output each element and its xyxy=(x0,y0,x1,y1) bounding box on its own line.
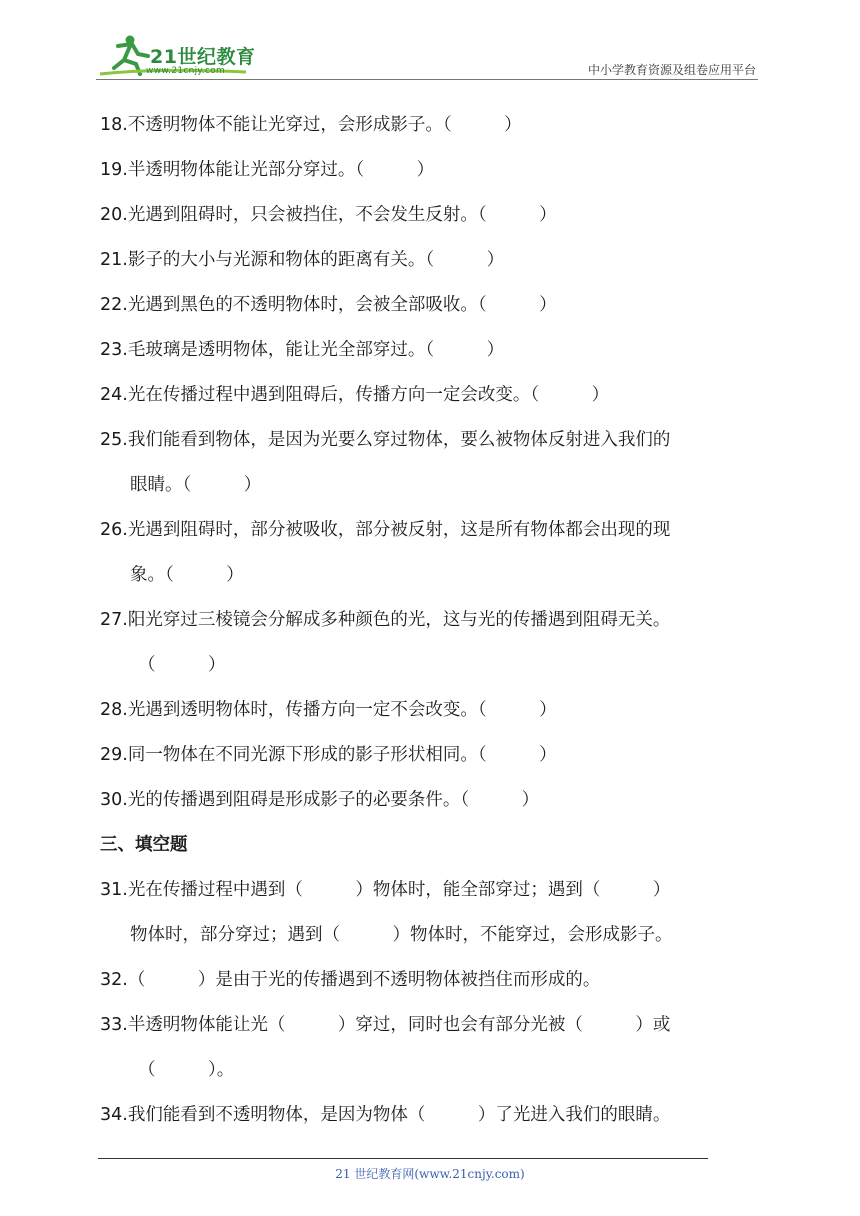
logo-text: 21世纪教育 xyxy=(150,46,256,68)
question-25: 25.我们能看到物体，是因为光要么穿过物体，要么被物体反射进入我们的 xyxy=(100,430,671,450)
question-32: 32.（ ）是由于光的传播遇到不透明物体被挡住而形成的。 xyxy=(100,970,601,990)
footer-divider xyxy=(98,1158,708,1159)
question-30: 30.光的传播遇到阻碍是形成影子的必要条件。（ ） xyxy=(100,790,540,810)
question-21: 21.影子的大小与光源和物体的距离有关。（ ） xyxy=(100,250,505,270)
question-25-continued: 眼睛。（ ） xyxy=(130,475,262,495)
question-27-continued: （ ） xyxy=(138,655,226,675)
question-26: 26.光遇到阻碍时，部分被吸收，部分被反射，这是所有物体都会出现的现 xyxy=(100,520,671,540)
question-19: 19.半透明物体能让光部分穿过。（ ） xyxy=(100,160,435,180)
question-20: 20.光遇到阻碍时，只会被挡住，不会发生反射。（ ） xyxy=(100,205,557,225)
question-34: 34.我们能看到不透明物体，是因为物体（ ）了光进入我们的眼睛。 xyxy=(100,1105,671,1125)
question-22: 22.光遇到黑色的不透明物体时，会被全部吸收。（ ） xyxy=(100,295,557,315)
question-33: 33.半透明物体能让光（ ）穿过，同时也会有部分光被（ ）或 xyxy=(100,1015,671,1035)
logo-url: www.21cnjy.com xyxy=(146,66,226,76)
question-26-continued: 象。（ ） xyxy=(130,565,244,585)
question-24: 24.光在传播过程中遇到阻碍后，传播方向一定会改变。（ ） xyxy=(100,385,610,405)
question-31: 31.光在传播过程中遇到（ ）物体时，能全部穿过；遇到（ ） xyxy=(100,880,671,900)
question-23: 23.毛玻璃是透明物体，能让光全部穿过。（ ） xyxy=(100,340,505,360)
page-header xyxy=(0,0,860,82)
footer-text: 21 世纪教育网(www.21cnjy.com) xyxy=(335,1167,525,1181)
question-list xyxy=(100,103,768,1138)
question-29: 29.同一物体在不同光源下形成的影子形状相同。（ ） xyxy=(100,745,557,765)
question-27: 27.阳光穿过三棱镜会分解成多种颜色的光，这与光的传播遇到阻碍无关。 xyxy=(100,610,671,630)
question-18: 18.不透明物体不能让光穿过，会形成影子。（ ） xyxy=(100,115,522,135)
question-28: 28.光遇到透明物体时，传播方向一定不会改变。（ ） xyxy=(100,700,557,720)
question-33-continued: （ ）。 xyxy=(138,1060,235,1080)
header-divider xyxy=(96,79,758,80)
question-31-continued: 物体时，部分穿过；遇到（ ）物体时，不能穿过，会形成影子。 xyxy=(130,925,673,945)
section-title: 三、填空题 xyxy=(100,835,188,855)
platform-name: 中小学教育资源及组卷应用平台 xyxy=(587,63,756,77)
